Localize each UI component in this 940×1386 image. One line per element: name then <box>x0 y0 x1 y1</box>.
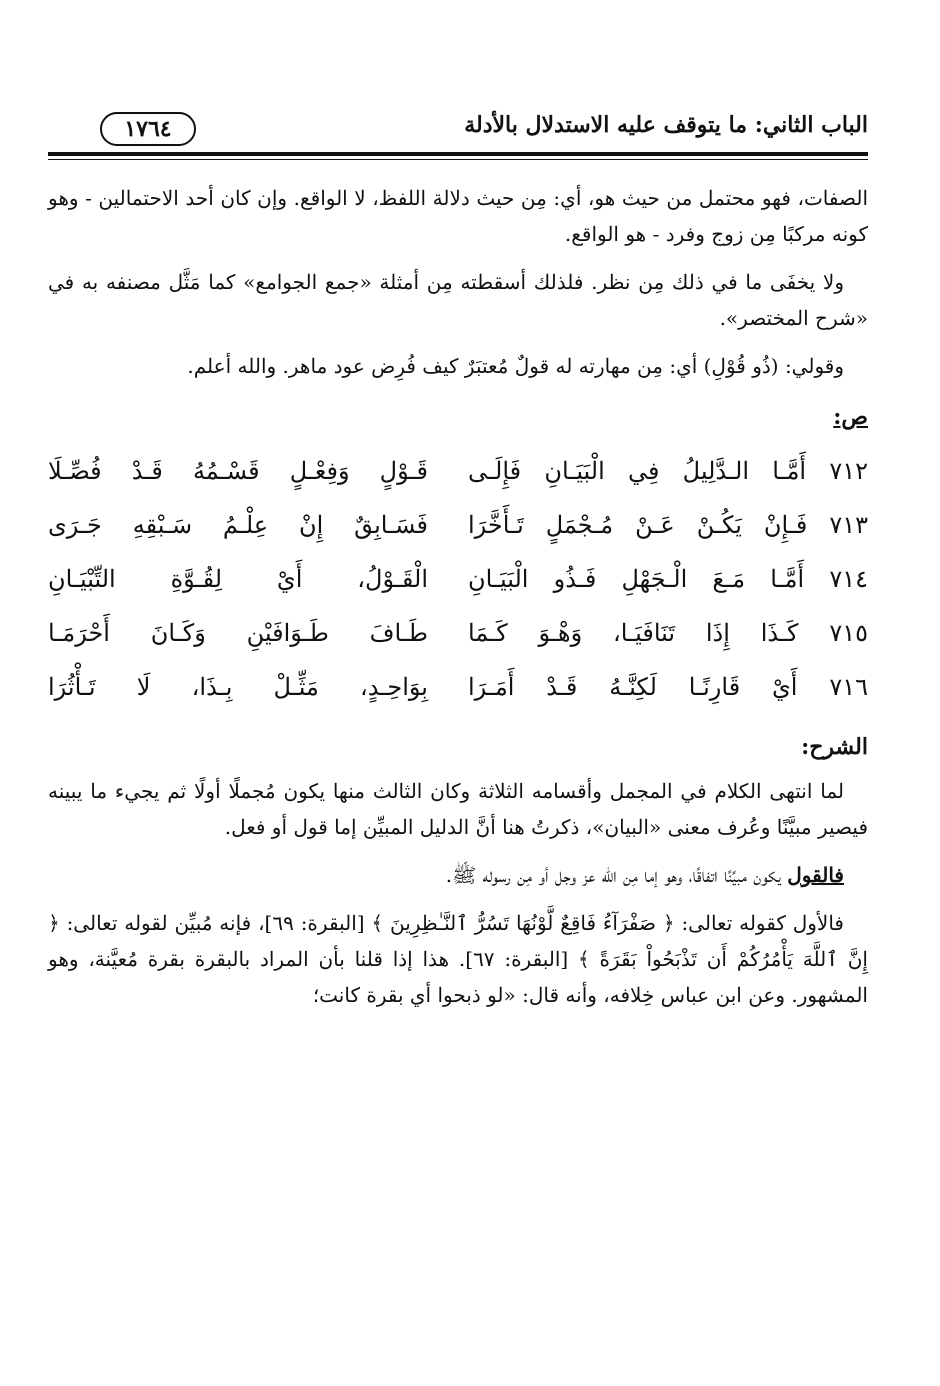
text-section-label: ص: <box>833 404 868 430</box>
page-header <box>48 100 868 152</box>
verse-line <box>48 606 868 660</box>
paragraph: ولا يخفَى ما في ذلك مِن نظر. فلذلك أسقطته مِن أمثلة «جمع الجوامع» كما مَثَّل مصنفه به في «شرح المختصر». <box>48 270 868 330</box>
paragraph: الصفات، فهو محتمل من حيث هو، أي: مِن حيث دلالة اللفظ، لا الواقع. وإن كان أحد الاحتمالين - وهو كونه مركبًا مِن زوج وفرد - هو الواقع. <box>48 186 868 246</box>
book-page <box>48 100 868 1008</box>
paragraph: فالأول كقوله تعالى: ﴿ صَفْرَآءُ فَاقِعٌ لَّوْنُهَا تَسُرُّ ٱلنَّـٰظِرِينَ ﴾ [البقرة: ٦٩]، فإنه مُبيِّن لقوله تعالى: ﴿ إِنَّ ٱللَّهَ يَأْمُرُكُمْ أَن تَذْبَحُواْ بَقَرَةً ﴾ [البقرة: ٦٧]. هذا إذا قلنا بأن المراد بالبقرة بقرة مُعيَّنة، وهو المشهور. وعن ابن عباس خِلافه، وأنه قال: «لو ذبحوا أي بقرة كانت؛ <box>48 911 868 1008</box>
page-body <box>48 180 868 1025</box>
header-rule-thin <box>48 159 868 160</box>
verse-first-hemistich: ٧١٦ أَيْ قَارِنًـا لَكِنَّـهُ قَـدْ أَمَـرَا <box>468 672 868 701</box>
poem-verses <box>48 444 868 714</box>
header-rule-thick <box>48 152 868 156</box>
verse-line <box>48 660 868 714</box>
paragraph: وقولي: (ذُو قُوْلِ) أي: مِن مهارته له قولٌ مُعتبَرٌ كيف فُرِض عود ماهر. والله أعلم. <box>187 354 844 378</box>
verse-first-hemistich: ٧١٣ فَـإِنْ يَكُـنْ عَـنْ مُـجْمَلٍ تَـأَخَّرَا <box>468 510 868 539</box>
paragraph: لما انتهى الكلام في المجمل وأقسامه الثلاثة وكان الثالث منها يكون مُجملًا أولًا ثم يجيء ما يبينه فيصير مبيَّنًا وعُرف معنى «البيان»، ذكرتُ هنا أنَّ الدليل المبيِّن إما قول أو فعل. <box>48 779 868 840</box>
qawl-text: يكون مبيِّنًا اتفاقًا، وهو إما مِن الله عز وجل أو مِن رسوله ﷺ. <box>445 863 788 888</box>
verse-first-hemistich: ٧١٢ أَمَّـا الـدَّلِيلُ فِي الْبَيَـانِ فَإِلَـى <box>468 456 868 485</box>
verse-line <box>48 552 868 606</box>
verse-second-hemistich: بِوَاحِـدٍ، مَثِّـلْ بِـذَا، لَا تَـأْثُرَا <box>48 672 428 701</box>
verse-line <box>48 444 868 498</box>
verse-second-hemistich: فَسَـابِقٌ إِنْ عِلْـمُ سَـبْقِهِ جَـرَى <box>48 510 428 539</box>
chapter-title: الباب الثاني: ما يتوقف عليه الاستدلال بالأدلة <box>464 112 868 138</box>
verse-first-hemistich: ٧١٥ كَـذَا إِذَا تَنَافَيَـا، وَهْـوَ كَـمَا <box>468 618 868 647</box>
verse-second-hemistich: قَـوْلٍ وَفِعْـلٍ قَسْـمُهُ قَـدْ فُصِّـلَا <box>48 456 428 485</box>
verse-second-hemistich: الْقَـوْلُ، أَيْ لِقُـوَّةِ التِّبْيَـانِ <box>48 564 428 593</box>
paragraph <box>48 857 868 893</box>
verse-second-hemistich: طَـافَ طَـوَافَيْنِ وَكَـانَ أَحْرَمَـا <box>48 618 428 647</box>
verse-line <box>48 498 868 552</box>
commentary-label: الشرح: <box>801 733 868 760</box>
page-number: ١٧٦٤ <box>100 112 196 146</box>
qawl-keyword: فالقول <box>787 863 844 888</box>
verse-first-hemistich: ٧١٤ أَمَّـا مَـعَ الْـجَهْلِ فَـذُو الْبَيَـانِ <box>468 564 868 593</box>
